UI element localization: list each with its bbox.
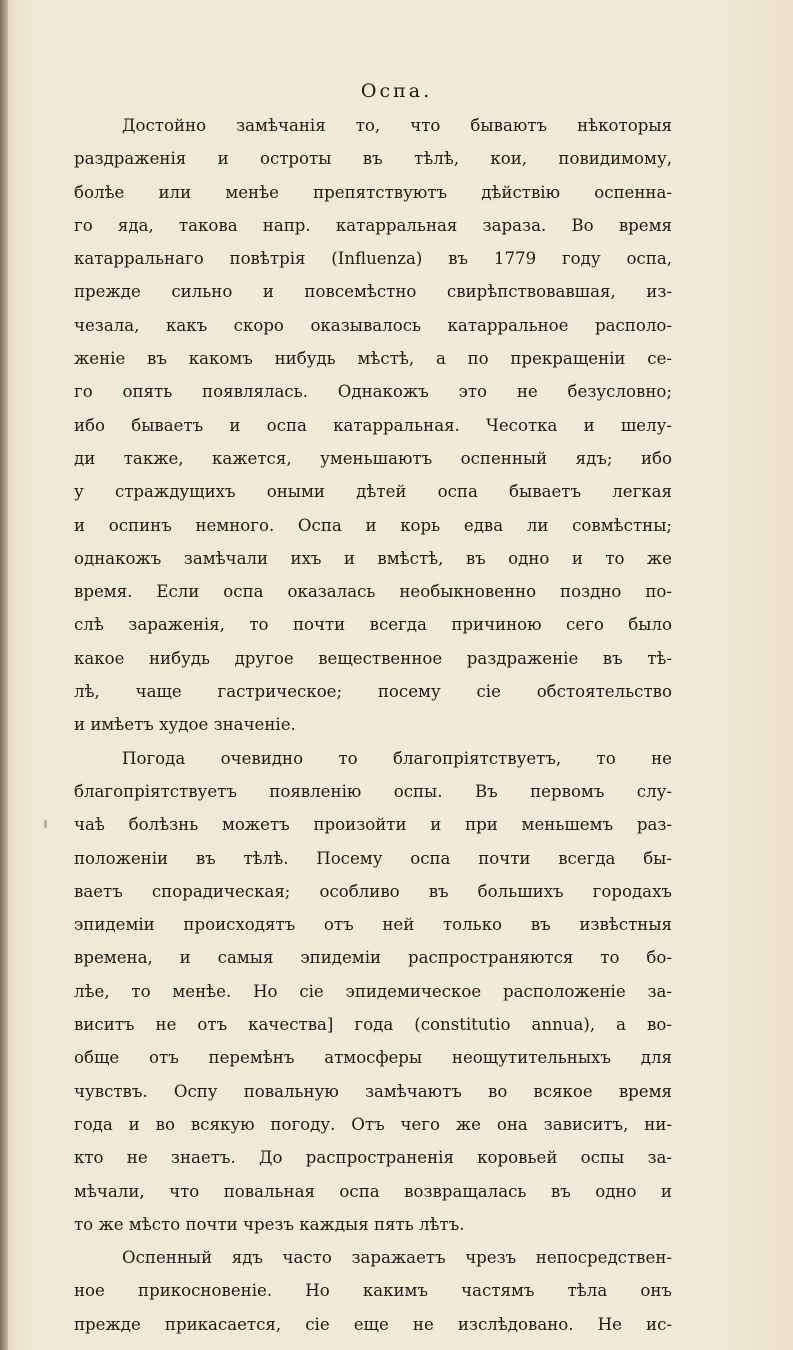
text-line: лѣе, то менѣе. Но сіе эпидемическое расположеніе за- <box>74 981 672 1001</box>
text-line: болѣе или менѣе препятствуютъ дѣйствію оспенна- <box>74 182 672 202</box>
text-line: эпидеміи происходятъ отъ ней только въ извѣстныя <box>74 915 672 935</box>
page-heading: Оспа. <box>360 80 433 102</box>
text-line: чувствъ. Оспу повальную замѣчаютъ во всякое время <box>74 1081 672 1101</box>
text-line: благопріятствуетъ появленію оспы. Въ первомъ слу- <box>74 781 672 801</box>
text-line: то же мѣсто почти чрезъ каждыя пять лѣтъ. <box>74 1214 465 1234</box>
text-line: какое нибудь другое вещественное раздраженіе въ тѣ- <box>74 648 672 668</box>
text-line: Погода очевидно то благопріятствуетъ, то не <box>122 748 672 768</box>
text-line: положеніи въ тѣлѣ. Посему оспа почти всегда бы- <box>74 848 672 868</box>
text-line: раздраженія и остроты въ тѣлѣ, кои, повидимому, <box>74 149 672 169</box>
text-line: виситъ не отъ качества] года (constitutio annua), а во- <box>74 1015 672 1035</box>
text-line: лѣ, чаще гастрическое; посему сіе обстоятельство <box>74 682 672 702</box>
text-line: чаѣ болѣзнь можетъ произойти и при меньшемъ раз- <box>74 815 672 835</box>
text-line: мѣчали, что повальная оспа возвращалась въ одно и <box>74 1181 672 1201</box>
text-line: времена, и самыя эпидеміи распространяются то бо- <box>74 948 672 968</box>
text-line: и оспинъ немного. Оспа и корь едва ли совмѣстны; <box>74 515 672 535</box>
text-line: чезала, какъ скоро оказывалось катарральное располо- <box>74 315 672 335</box>
text-line: Достойно замѣчанія то, что бываютъ нѣкоторыя <box>122 116 672 135</box>
text-line: катарральнаго повѣтрія (Influenza) въ 1779 году оспа, <box>74 249 672 269</box>
text-line: го опять появлялась. Однакожъ это не безусловно; <box>74 382 672 402</box>
text-line: однакожъ замѣчали ихъ и вмѣстѣ, въ одно и то же <box>74 548 672 568</box>
text-line: ибо бываетъ и оспа катарральная. Чесотка и шелу- <box>74 415 672 435</box>
text-line: слѣ зараженія, то почти всегда причиною сего было <box>74 615 672 635</box>
page-binding-edge <box>0 0 8 1350</box>
text-line: кто не знаетъ. До распространенія коровьей оспы за- <box>74 1148 672 1168</box>
text-line: прежде сильно и повсемѣстно свирѣпствовавшая, из- <box>74 282 672 302</box>
text-line: у страждущихъ оными дѣтей оспа бываетъ легкая <box>74 482 672 502</box>
text-line: и имѣетъ худое значеніе. <box>74 715 296 735</box>
text-line: прежде прикасается, сіе еще не изслѣдовано. Не ис- <box>74 1314 672 1334</box>
text-line: Оспенный ядъ часто заражаетъ чрезъ непосредствен- <box>122 1248 672 1268</box>
text-line: обще отъ перемѣнъ атмосферы неощутительныхъ для <box>74 1048 672 1068</box>
text-line: года и во всякую погоду. Отъ чего же она зависитъ, ни- <box>74 1114 672 1134</box>
text-line: ди также, кажется, уменьшаютъ оспенный ядъ; ибо <box>74 448 672 468</box>
ink-spot <box>44 820 47 828</box>
text-line: женіе въ какомъ нибудь мѣстѣ, а по прекращеніи се- <box>74 349 672 369</box>
text-line: го яда, такова напр. катарральная зараза. Во время <box>74 215 672 235</box>
text-line: ваетъ спорадическая; особливо въ большихъ городахъ <box>74 881 672 901</box>
text-line: время. Если оспа оказалась необыкновенно поздно по- <box>74 582 672 602</box>
body-text <box>74 109 672 1341</box>
text-line: ное прикосновеніе. Но какимъ частямъ тѣла онъ <box>74 1281 672 1301</box>
